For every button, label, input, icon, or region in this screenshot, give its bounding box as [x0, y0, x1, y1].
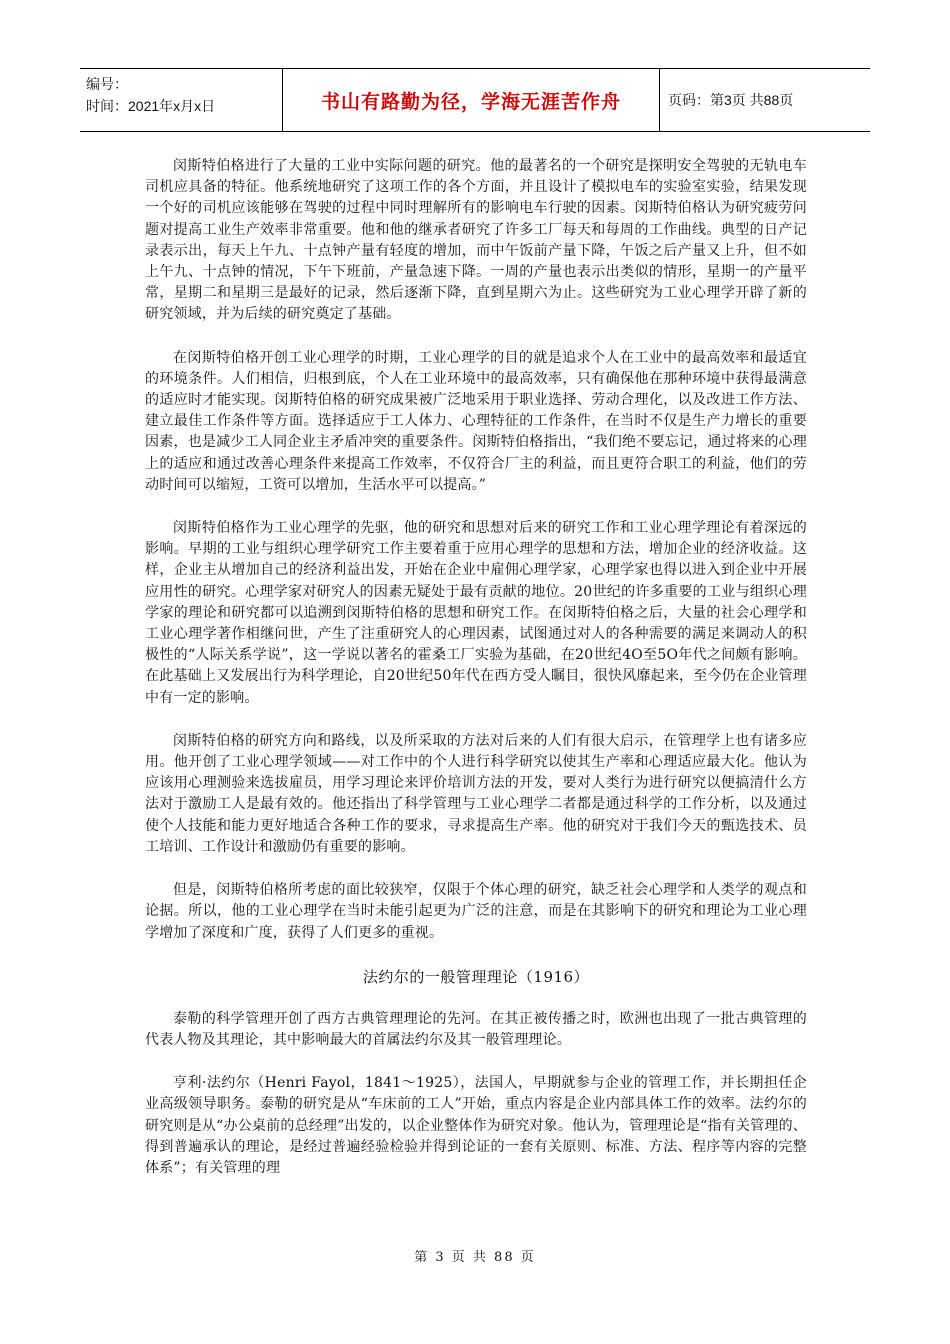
- paragraph: 泰勒的科学管理开创了西方古典管理理论的先河。在其正被传播之时，欧洲也出现了一批古典管理的代表人物及其理论，其中影响最大的首属法约尔及其一般管理理论。: [145, 1010, 807, 1048]
- section-title: 法约尔的一般管理理论（1916）: [362, 967, 590, 986]
- header-page-info: 页码：第3页 共88页: [668, 92, 794, 108]
- header-motto: 书山有路勤为径，学海无涯苦作舟: [283, 69, 660, 131]
- paragraph: 亨利·法约尔（Henri Fayol，1841～1925），法国人，早期就参与企业的管理工作，并长期担任企业高级领导职务。泰勒的研究是从“车床前的工人”开始，重点内容是企业内部具体工作的效率。法约尔的研究则是从“办公桌前的总经理”出发的，以企业整体作为研究对象。他认为，管理理论是“指有关管理的、得到普遍承认的理论，是经过普遍经验检验并得到论证的一套有关原则、标准、方法、程序等内容的完整体系”；有关管理的理: [145, 1075, 807, 1176]
- document-body: [145, 156, 807, 1201]
- paragraph: 闵斯特伯格的研究方向和路线，以及所采取的方法对后来的人们有很大启示，在管理学上也有诸多应用。他开创了工业心理学领域——对工作中的个人进行科学研究以使其生产率和心理适应最大化。他认为应该用心理测验来选拔雇员，用学习理论来评价培训方法的开发，要对人类行为进行研究以便搞清什么方法对于激励工人是最有效的。他还指出了科学管理与工业心理学二者都是通过科学的工作分析，以及通过使个人技能和能力更好地适合各种工作的要求，寻求提高生产率。他的研究对于我们今天的甄选技术、员工培训、工作设计和激励仍有重要的影响。: [145, 732, 807, 855]
- paragraph: 闵斯特伯格作为工业心理学的先驱，他的研究和思想对后来的研究工作和工业心理学理论有着深远的影响。早期的工业与组织心理学研究工作主要着重于应用心理学的思想和方法，增加企业的经济收益。这样，企业主从增加自己的经济利益出发，开始在企业中雇佣心理学家，心理学家也得以进入到企业中开展应用性的研究。心理学家对研究人的因素无疑处于最有贡献的地位。20世纪的许多重要的工业与组织心理学家的理论和研究都可以追溯到闵斯特伯格的思想和研究工作。在闵斯特伯格之后，大量的社会心理学和工业心理学著作相继问世，产生了注重研究人的心理因素，试图通过对人的各种需要的满足来调动人的积极性的“人际关系学说”，这一学说以著名的霍桑工厂实验为基础，在20世纪4O至5O年代之间颇有影响。在此基础上又发展出行为科学理论，自20世纪50年代在西方受人瞩目，很快风靡起来，至今仍在企业管理中有一定的影响。: [145, 520, 807, 706]
- page-header: [80, 68, 870, 132]
- paragraph: 在闵斯特伯格开创工业心理学的时期，工业心理学的目的就是追求个人在工业中的最高效率和最适宜的环境条件。人们相信，归根到底，个人在工业环境中的最高效率，只有确保他在那种环境中获得最满意的适应时才能实现。闵斯特伯格的研究成果被广泛地采用于职业选择、劳动合理化，以及改进工作方法、建立最佳工作条件等方面。选择适应于工人体力、心理特征的工作条件，在当时不仅是生产力增长的重要因素，也是减少工人同企业主矛盾冲突的重要条件。闵斯特伯格指出，“我们绝不要忘记，通过将来的心理上的适应和通过改善心理条件来提高工作效率，不仅符合厂主的利益，而且更符合职工的利益，他们的劳动时间可以缩短，工资可以增加，生活水平可以提高。”: [145, 349, 807, 493]
- header-time-label: 时间：2021年x月x日: [86, 98, 216, 114]
- header-meta: [80, 69, 283, 131]
- paragraph: 闵斯特伯格进行了大量的工业中实际问题的研究。他的最著名的一个研究是探明安全驾驶的无轨电车司机应具备的特征。他系统地研究了这项工作的各个方面，并且设计了模拟电车的实验室实验，结果发现一个好的司机应该能够在驾驶的过程中同时理解所有的影响电车行驶的因素。闵斯特伯格认为研究疲劳问题对提高工业生产效率非常重要。他和他的继承者研究了许多工厂每天和每周的工作曲线。典型的日产记录表示出，每天上午九、十点钟产量有轻度的增加，而中午饭前产量下降，午饭之后产量又上升，但不如上午九、十点钟的情况，下午下班前，产量急速下降。一周的产量也表示出类似的情形，星期一的产量平常，星期二和星期三是最好的记录，然后逐渐下降，直到星期六为止。这些研究为工业心理学开辟了新的研究领域，并为后续的研究奠定了基础。: [145, 158, 807, 323]
- header-number-label: 编号：: [86, 76, 128, 92]
- page-footer: 第 3 页 共 88 页: [414, 1250, 536, 1265]
- paragraph: 但是，闵斯特伯格所考虑的面比较狭窄，仅限于个体心理的研究，缺乏社会心理学和人类学的观点和论据。所以，他的工业心理学在当时未能引起更为广泛的注意，而是在其影响下的研究和理论为工业心理学增加了深度和广度，获得了人们更多的重视。: [145, 882, 807, 941]
